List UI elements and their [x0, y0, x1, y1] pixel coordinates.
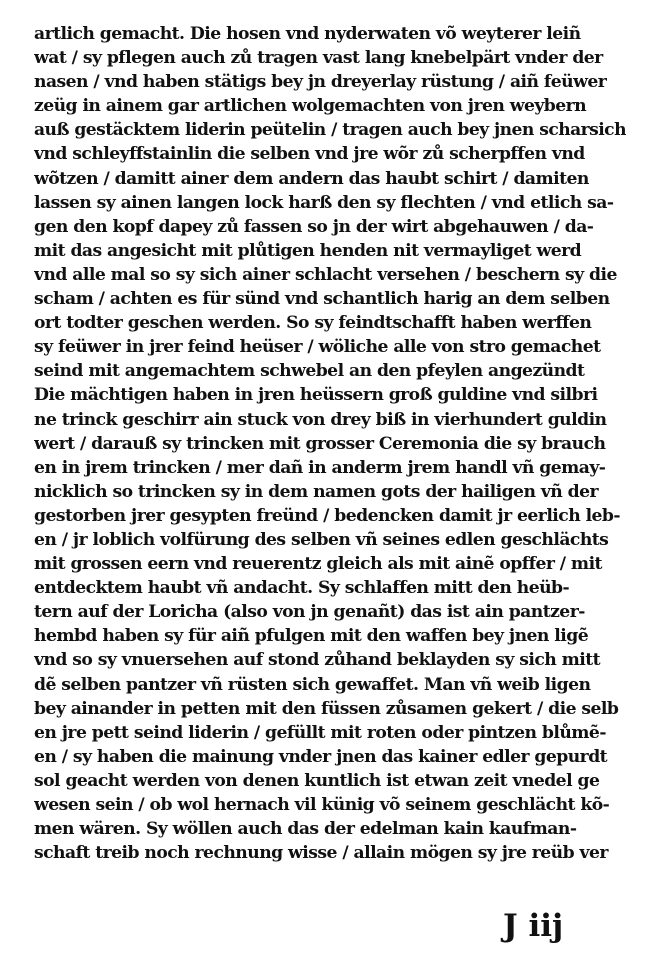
body-text	[34, 22, 626, 865]
text-line: sy feüwer in jrer feind heüser / wöliche alle von stro gemachet	[34, 337, 601, 358]
text-line: entdecktem haubt vñ andacht. Sy schlaffen mitt den heüb-	[34, 578, 570, 599]
text-line: gestorben jrer gesypten freünd / bedencken damit jr eerlich leb-	[34, 505, 620, 526]
text-line: en / jr loblich volfürung des selben vñ seines edlen geschlächts	[34, 529, 609, 550]
text-line: wõtzen / damitt ainer dem andern das haubt schirt / damiten	[34, 168, 589, 189]
text-line: wesen sein / ob wol hernach vil künig võ seinem geschlächt kõ-	[34, 795, 610, 815]
text-line: Die mächtigen haben in jren heüssern groß guldine vnd silbri	[34, 385, 598, 406]
text-line: artlich gemacht. Die hosen vnd nyderwaten võ weyterer leiñ	[34, 24, 581, 44]
text-line: ort todter geschen werden. So sy feindtschafft haben werffen	[34, 313, 592, 334]
signature-mark: J iij	[503, 908, 564, 944]
text-line: mit grossen eern vnd reuerentz gleich als mit ainẽ opffer / mit	[34, 554, 602, 575]
text-line: ne trinck geschirr ain stuck von drey biß in vierhundert guldin	[34, 409, 607, 430]
text-line: bey ainander in petten mit den füssen zůsamen gekert / die selb	[34, 698, 619, 719]
text-line: scham / achten es für sünd vnd schantlich harig an dem selben	[34, 289, 610, 310]
text-line: tern auf der Loricha (also von jn genañt) das ist ain pantzer-	[34, 602, 585, 623]
text-line: auß gestäcktem liderin peütelin / tragen auch bey jnen scharsich	[34, 120, 626, 141]
text-line: dẽ selben pantzer vñ rüsten sich gewaffet. Man vñ weib ligen	[34, 674, 591, 695]
text-line: en jre pett seind liderin / gefüllt mit roten oder pintzen blůmẽ-	[34, 722, 606, 743]
text-line: gen den kopf dapey zů fassen so jn der wirt abgehauwen / da-	[34, 216, 594, 237]
text-line: en / sy haben die mainung vnder jnen das kainer edler gepurdt	[34, 746, 608, 767]
text-line: seind mit angemachtem schwebel an den pfeylen angezündt	[34, 361, 585, 382]
text-line: hembd haben sy für aiñ pfulgen mit den waffen bey jnen ligẽ	[34, 626, 589, 647]
text-line: nasen / vnd haben stätigs bey jn dreyerlay rüstung / aiñ feüwer	[34, 72, 607, 93]
text-line: sol geacht werden von denen kuntlich ist etwan zeit vnedel ge	[34, 770, 600, 791]
text-line: nicklich so trincken sy in dem namen gots der hailigen vñ der	[34, 481, 599, 502]
text-line: lassen sy ainen langen lock harß den sy flechten / vnd etlich sa-	[34, 192, 614, 213]
text-line: vnd so sy vnuersehen auf stond zůhand beklayden sy sich mitt	[34, 650, 601, 671]
text-line: mit das angesicht mit plůtigen henden nit vermayliget werd	[34, 240, 582, 261]
text-line: schaft treib noch rechnung wisse / allain mögen sy jre reüb ver	[34, 843, 608, 864]
text-line: en in jrem trincken / mer dañ in anderm jrem handl vñ gemay-	[34, 457, 606, 478]
text-line: vnd alle mal so sy sich ainer schlacht versehen / beschern sy die	[34, 264, 617, 285]
text-line: men wären. Sy wöllen auch das der edelman kain kaufman-	[34, 819, 577, 840]
text-line: zeüg in ainem gar artlichen wolgemachten von jren weybern	[34, 96, 587, 117]
text-line: wat / sy pflegen auch zů tragen vast lang knebelpärt vnder der	[34, 48, 603, 69]
text-line: vnd schleyffstainlin die selben vnd jre wõr zů scherpffen vnd	[34, 144, 585, 165]
text-line: wert / darauß sy trincken mit grosser Ceremonia die sy brauch	[34, 433, 606, 454]
